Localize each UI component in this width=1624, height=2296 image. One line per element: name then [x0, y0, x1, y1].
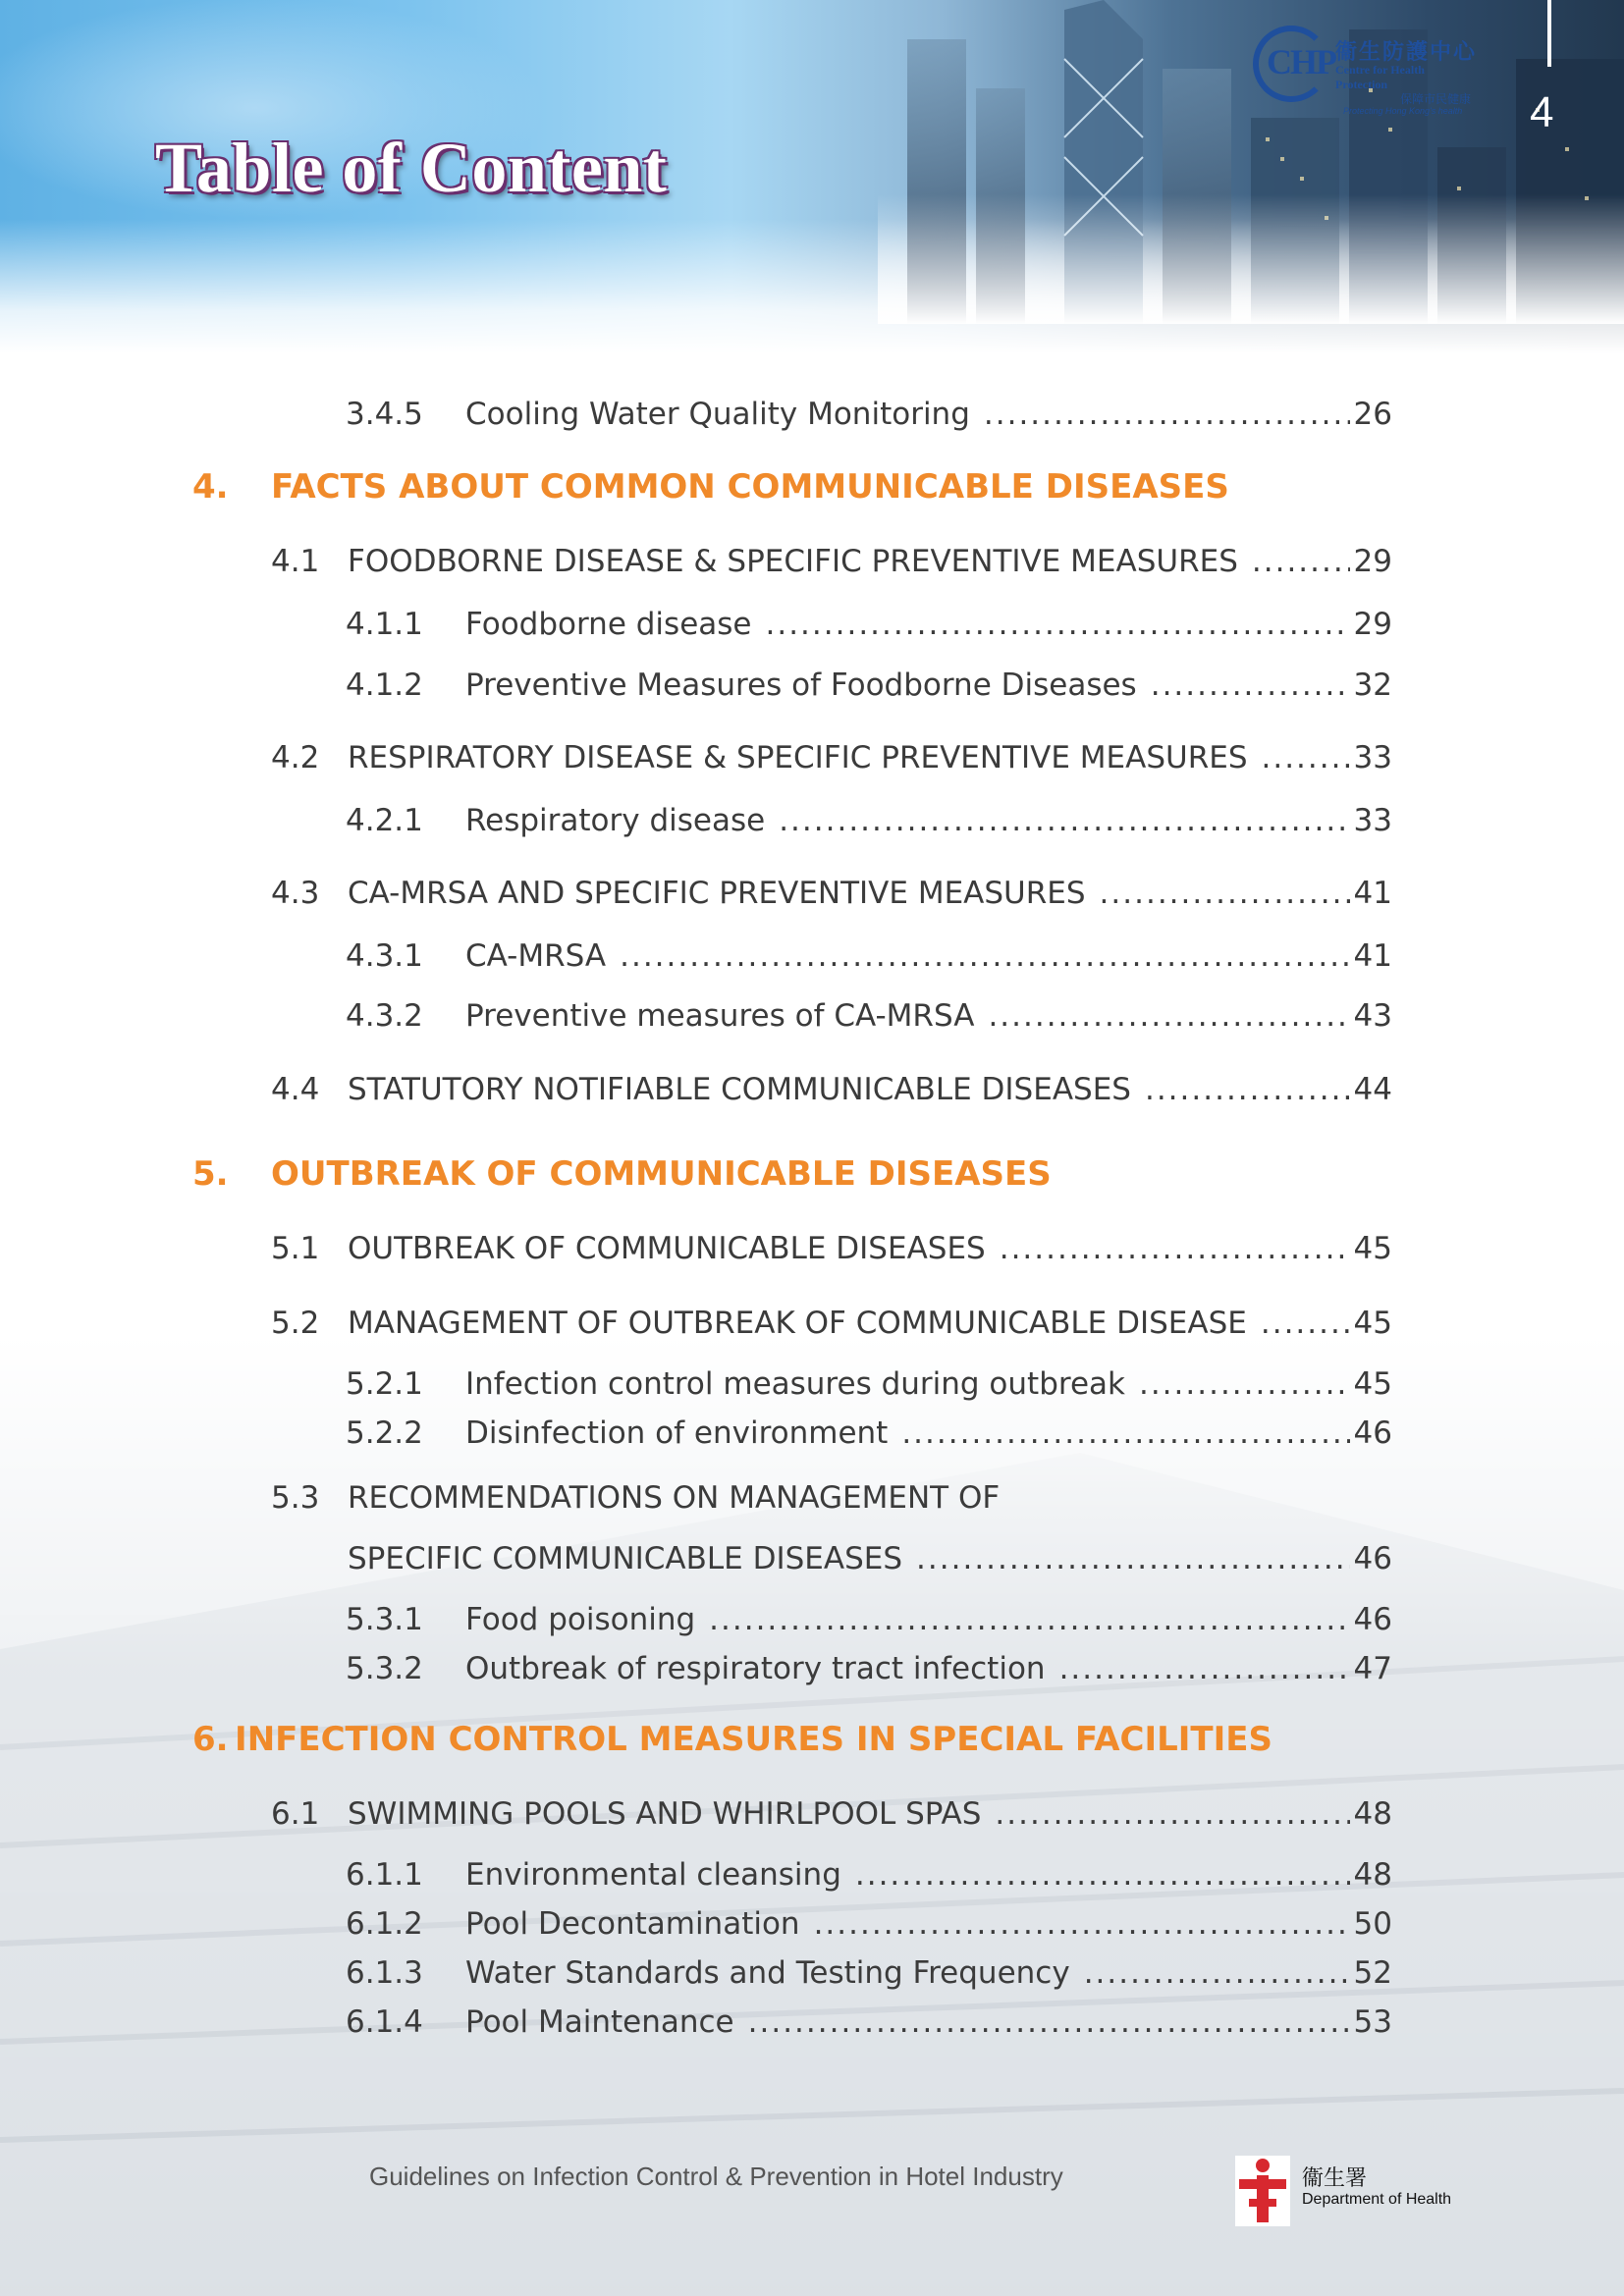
chp-logo-chinese-slogan: 保障市民健康	[1400, 92, 1472, 106]
toc-entry-page: 41	[1353, 938, 1392, 974]
toc-entry-number: 6.1.1	[346, 1857, 423, 1893]
dot-leader	[1151, 667, 1350, 703]
toc-entry-page: 43	[1353, 998, 1392, 1034]
toc-entry-page: 33	[1353, 803, 1392, 838]
toc-entry-page: 41	[1353, 876, 1392, 911]
dot-leader	[748, 2004, 1350, 2040]
toc-entry-page: 46	[1353, 1541, 1392, 1576]
dot-leader	[1262, 740, 1350, 775]
toc-entry-5-2[interactable]	[271, 1306, 1392, 1349]
toc-entry-page: 45	[1353, 1306, 1392, 1341]
toc-entry-page: 48	[1353, 1857, 1392, 1893]
toc-entry-5-3[interactable]	[271, 1480, 1392, 1523]
toc-entry-number: 5.3.1	[346, 1602, 423, 1637]
toc-entry-title: Cooling Water Quality Monitoring	[465, 397, 970, 432]
toc-entry-title: Water Standards and Testing Frequency	[465, 1955, 1070, 1991]
toc-entry-5-2-2[interactable]	[346, 1415, 1392, 1459]
toc-entry-number: 5.3	[271, 1480, 320, 1516]
dot-leader	[620, 938, 1349, 974]
section-number: 5.	[192, 1154, 229, 1194]
toc-entry-4-3-1[interactable]	[346, 938, 1392, 982]
toc-entry-title: FOODBORNE DISEASE & SPECIFIC PREVENTIVE MEASURES	[348, 544, 1238, 579]
toc-entry-number: 6.1	[271, 1796, 320, 1832]
toc-entry-number: 4.1.2	[346, 667, 423, 703]
toc-entry-6-1-4[interactable]	[346, 2004, 1392, 2048]
toc-entry-number: 3.4.5	[346, 397, 423, 432]
toc-entry-number: 4.3.1	[346, 938, 423, 974]
toc-entry-5-2-1[interactable]	[346, 1366, 1392, 1410]
toc-entry-title: Pool Maintenance	[465, 2004, 734, 2040]
toc-entry-number: 5.2.2	[346, 1415, 423, 1451]
toc-entry-title: RECOMMENDATIONS ON MANAGEMENT OF	[348, 1480, 1001, 1516]
dot-leader	[1139, 1366, 1350, 1402]
toc-entry-title: MANAGEMENT OF OUTBREAK OF COMMUNICABLE DISEASE	[348, 1306, 1247, 1341]
footer-document-title: Guidelines on Infection Control & Prevention in Hotel Industry	[369, 2162, 1063, 2191]
toc-entry-page: 52	[1353, 1955, 1392, 1991]
toc-entry-page: 32	[1353, 667, 1392, 703]
toc-entry-title: Infection control measures during outbreak	[465, 1366, 1125, 1402]
toc-entry-number: 5.1	[271, 1231, 320, 1266]
toc-entry-title: Food poisoning	[465, 1602, 696, 1637]
chp-logo-chinese: 衞生防護中心	[1335, 39, 1478, 64]
dot-leader	[916, 1541, 1350, 1576]
toc-entry-4-1-1[interactable]	[346, 607, 1392, 650]
toc-entry-5-3-1[interactable]	[346, 1602, 1392, 1645]
department-of-health-logo-icon	[1235, 2156, 1290, 2226]
dot-leader	[1000, 1231, 1350, 1266]
toc-entry-title: STATUTORY NOTIFIABLE COMMUNICABLE DISEASES	[348, 1072, 1131, 1107]
toc-entry-number: 6.1.4	[346, 2004, 423, 2040]
toc-entry-number: 5.2	[271, 1306, 320, 1341]
dot-leader	[1145, 1072, 1350, 1107]
toc-entry-title: CA-MRSA	[465, 938, 607, 974]
dot-leader	[988, 998, 1349, 1034]
footer-department-chinese: 衞生署	[1302, 2165, 1368, 2190]
toc-entry-4-1[interactable]	[271, 544, 1392, 587]
toc-entry-title: SWIMMING POOLS AND WHIRLPOOL SPAS	[348, 1796, 982, 1832]
toc-entry-5-3-continued[interactable]	[271, 1541, 1392, 1584]
toc-entry-title: Environmental cleansing	[465, 1857, 841, 1893]
toc-entry-6-1-1[interactable]	[346, 1857, 1392, 1900]
section-number: 6.	[192, 1720, 229, 1759]
toc-entry-title: Preventive Measures of Foodborne Diseases	[465, 667, 1137, 703]
toc-section-4[interactable]	[192, 467, 1272, 514]
toc-entry-page: 47	[1353, 1651, 1392, 1686]
dot-leader	[984, 397, 1350, 432]
toc-entry-title: Foodborne disease	[465, 607, 752, 642]
dot-leader	[766, 607, 1350, 642]
chp-logo-english-slogan: Protecting Hong Kong's health	[1343, 106, 1463, 116]
toc-entry-title: Pool Decontamination	[465, 1906, 800, 1942]
toc-entry-4-3-2[interactable]	[346, 998, 1392, 1041]
toc-entry-number: 6.1.3	[346, 1955, 423, 1991]
dot-leader	[901, 1415, 1349, 1451]
page-number: 4	[1530, 88, 1554, 136]
toc-entry-6-1[interactable]	[271, 1796, 1392, 1840]
dot-leader	[779, 803, 1349, 838]
toc-entry-4-1-2[interactable]	[346, 667, 1392, 711]
toc-entry-title: Preventive measures of CA-MRSA	[465, 998, 975, 1034]
toc-entry-number: 4.3	[271, 876, 320, 911]
dot-leader	[855, 1857, 1350, 1893]
toc-entry-4-2[interactable]	[271, 740, 1392, 783]
toc-entry-number: 4.4	[271, 1072, 320, 1107]
toc-entry-title: SPECIFIC COMMUNICABLE DISEASES	[348, 1541, 903, 1576]
toc-entry-5-3-2[interactable]	[346, 1651, 1392, 1694]
toc-entry-page: 44	[1353, 1072, 1392, 1107]
section-title: INFECTION CONTROL MEASURES IN SPECIAL FACILITIES	[235, 1720, 1272, 1759]
toc-entry-number: 5.2.1	[346, 1366, 423, 1402]
toc-entry-title: CA-MRSA AND SPECIFIC PREVENTIVE MEASURES	[348, 876, 1086, 911]
dot-leader	[814, 1906, 1350, 1942]
toc-entry-3-4-5[interactable]	[346, 397, 1392, 440]
dot-leader	[1261, 1306, 1350, 1341]
toc-entry-4-2-1[interactable]	[346, 803, 1392, 846]
toc-entry-page: 46	[1353, 1415, 1392, 1451]
toc-section-6[interactable]	[192, 1720, 1272, 1767]
section-title: FACTS ABOUT COMMON COMMUNICABLE DISEASES	[271, 467, 1229, 507]
toc-entry-page: 45	[1353, 1231, 1392, 1266]
dot-leader	[995, 1796, 1349, 1832]
toc-entry-6-1-3[interactable]	[346, 1955, 1392, 1999]
toc-entry-title: OUTBREAK OF COMMUNICABLE DISEASES	[348, 1231, 986, 1266]
toc-entry-page: 48	[1353, 1796, 1392, 1832]
page-title: Table of Content	[155, 129, 668, 207]
toc-entry-page: 53	[1353, 2004, 1392, 2040]
toc-entry-6-1-2[interactable]	[346, 1906, 1392, 1949]
dot-leader	[1100, 876, 1350, 911]
toc-entry-title: Disinfection of environment	[465, 1415, 889, 1451]
chp-logo-english: Centre for Health Protection	[1335, 63, 1425, 91]
toc-entry-5-1[interactable]	[271, 1231, 1392, 1274]
toc-entry-number: 5.3.2	[346, 1651, 423, 1686]
section-number: 4.	[192, 467, 229, 507]
toc-entry-page: 29	[1353, 544, 1392, 579]
section-title: OUTBREAK OF COMMUNICABLE DISEASES	[271, 1154, 1052, 1194]
toc-entry-number: 4.1.1	[346, 607, 423, 642]
toc-entry-page: 33	[1353, 740, 1392, 775]
toc-entry-number: 6.1.2	[346, 1906, 423, 1942]
toc-entry-4-4[interactable]	[271, 1072, 1392, 1115]
toc-entry-title: RESPIRATORY DISEASE & SPECIFIC PREVENTIVE MEASURES	[348, 740, 1248, 775]
toc-entry-page: 46	[1353, 1602, 1392, 1637]
chp-logo-mark: CHP	[1267, 42, 1335, 81]
toc-entry-page: 29	[1353, 607, 1392, 642]
toc-entry-number: 4.1	[271, 544, 320, 579]
dot-leader	[709, 1602, 1349, 1637]
footer-department-english: Department of Health	[1302, 2191, 1452, 2208]
toc-entry-number: 4.2	[271, 740, 320, 775]
toc-entry-title: Respiratory disease	[465, 803, 766, 838]
toc-entry-page: 26	[1353, 397, 1392, 432]
toc-entry-page: 50	[1353, 1906, 1392, 1942]
toc-entry-4-3[interactable]	[271, 876, 1392, 919]
dot-leader	[1059, 1651, 1350, 1686]
toc-section-5[interactable]	[192, 1154, 1272, 1201]
dot-leader	[1252, 544, 1350, 579]
toc-entry-number: 4.3.2	[346, 998, 423, 1034]
toc-entry-page: 45	[1353, 1366, 1392, 1402]
dot-leader	[1084, 1955, 1350, 1991]
toc-entry-title: Outbreak of respiratory tract infection	[465, 1651, 1046, 1686]
toc-entry-number: 4.2.1	[346, 803, 423, 838]
